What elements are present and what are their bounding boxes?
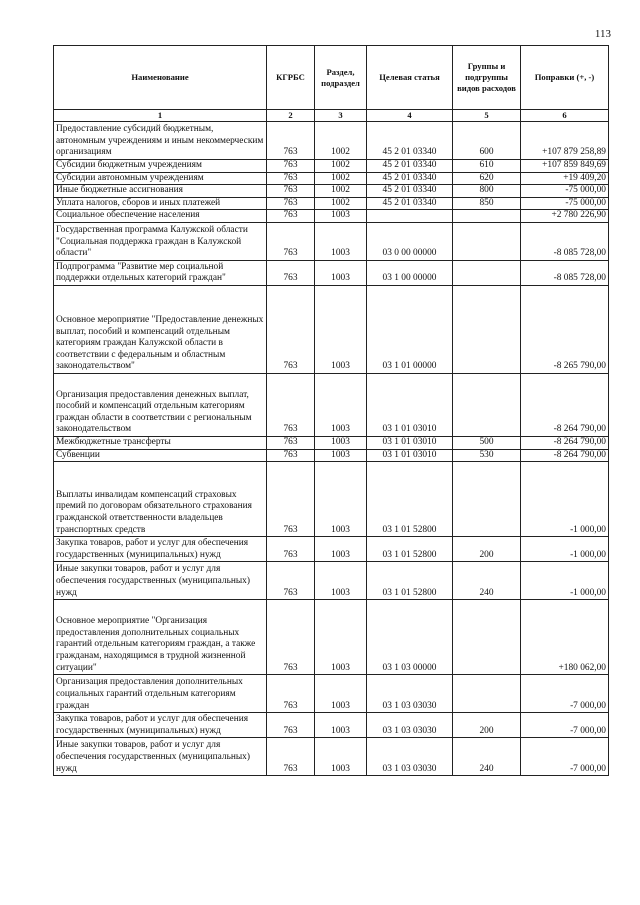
row-target: 03 1 00 00000 — [367, 260, 453, 285]
row-target: 45 2 01 03340 — [367, 172, 453, 185]
row-target: 03 1 03 03030 — [367, 713, 453, 738]
row-kgrbs: 763 — [267, 172, 315, 185]
row-kgrbs: 763 — [267, 600, 315, 675]
table-body — [54, 122, 609, 776]
row-section: 1002 — [315, 160, 367, 173]
table-row — [54, 160, 609, 173]
row-kgrbs: 763 — [267, 537, 315, 562]
row-name: Подпрограмма "Развитие мер социальной поддержки отдельных категорий граждан" — [54, 260, 267, 285]
row-kgrbs: 763 — [267, 462, 315, 537]
row-amount: -75 000,00 — [521, 185, 609, 198]
row-name: Организация предоставления дополнительных социальных гарантий отдельным категориям граждан — [54, 675, 267, 713]
row-name: Предоставление субсидий бюджетным, автономным учреждениям и иным некоммерческим организациям — [54, 122, 267, 160]
row-target: 45 2 01 03340 — [367, 160, 453, 173]
header-target: Целевая статья — [367, 46, 453, 110]
row-target: 03 1 01 03010 — [367, 449, 453, 462]
row-kgrbs: 763 — [267, 738, 315, 776]
row-section: 1003 — [315, 436, 367, 449]
table-row — [54, 675, 609, 713]
page-number: 113 — [594, 28, 611, 40]
header-group: Группы и подгруппы видов расходов — [453, 46, 521, 110]
row-kgrbs: 763 — [267, 373, 315, 436]
row-amount: +19 409,20 — [521, 172, 609, 185]
header-name: Наименование — [54, 46, 267, 110]
row-target: 45 2 01 03340 — [367, 197, 453, 210]
row-group — [453, 222, 521, 260]
row-section: 1003 — [315, 713, 367, 738]
row-name: Субсидии бюджетным учреждениям — [54, 160, 267, 173]
row-group: 200 — [453, 713, 521, 738]
table-row — [54, 122, 609, 160]
table-row — [54, 222, 609, 260]
row-section: 1003 — [315, 600, 367, 675]
row-amount: +2 780 226,90 — [521, 210, 609, 223]
row-name: Субвенции — [54, 449, 267, 462]
row-kgrbs: 763 — [267, 210, 315, 223]
row-group — [453, 210, 521, 223]
row-name: Иные бюджетные ассигнования — [54, 185, 267, 198]
table-row — [54, 449, 609, 462]
row-kgrbs: 763 — [267, 436, 315, 449]
row-amount: +180 062,00 — [521, 600, 609, 675]
row-target: 03 1 01 52800 — [367, 562, 453, 600]
column-number: 6 — [521, 110, 609, 122]
row-name: Основное мероприятие "Предоставление денежных выплат, пособий и компенсаций отдельным категориям граждан Калужской области в соответствии с федеральным и областным законодательством" — [54, 285, 267, 373]
row-group: 200 — [453, 537, 521, 562]
row-target: 03 1 01 00000 — [367, 285, 453, 373]
row-group — [453, 373, 521, 436]
table-row — [54, 713, 609, 738]
table-row — [54, 537, 609, 562]
table-row — [54, 436, 609, 449]
row-group — [453, 260, 521, 285]
row-target: 45 2 01 03340 — [367, 122, 453, 160]
column-number: 5 — [453, 110, 521, 122]
row-group — [453, 462, 521, 537]
table-row — [54, 600, 609, 675]
row-amount: -7 000,00 — [521, 738, 609, 776]
row-kgrbs: 763 — [267, 675, 315, 713]
row-name: Уплата налогов, сборов и иных платежей — [54, 197, 267, 210]
row-section: 1003 — [315, 537, 367, 562]
row-amount: +107 859 849,69 — [521, 160, 609, 173]
row-name: Закупка товаров, работ и услуг для обеспечения государственных (муниципальных) нужд — [54, 537, 267, 562]
header-row — [54, 46, 609, 110]
table-row — [54, 373, 609, 436]
row-section: 1003 — [315, 738, 367, 776]
row-group — [453, 285, 521, 373]
row-section: 1003 — [315, 562, 367, 600]
row-name: Организация предоставления денежных выплат, пособий и компенсаций отдельным категориям граждан области в соответствии с региональным законодательством — [54, 373, 267, 436]
row-amount: -8 264 790,00 — [521, 449, 609, 462]
row-target: 03 1 01 03010 — [367, 436, 453, 449]
row-section: 1003 — [315, 222, 367, 260]
row-name: Закупка товаров, работ и услуг для обеспечения государственных (муниципальных) нужд — [54, 713, 267, 738]
row-target — [367, 210, 453, 223]
row-amount: -1 000,00 — [521, 462, 609, 537]
column-number: 3 — [315, 110, 367, 122]
row-name: Социальное обеспечение населения — [54, 210, 267, 223]
row-group: 530 — [453, 449, 521, 462]
row-kgrbs: 763 — [267, 185, 315, 198]
row-section: 1003 — [315, 285, 367, 373]
row-name: Иные закупки товаров, работ и услуг для обеспечения государственных (муниципальных) нужд — [54, 562, 267, 600]
row-target: 03 1 01 52800 — [367, 537, 453, 562]
row-target: 03 1 03 03030 — [367, 675, 453, 713]
row-group: 500 — [453, 436, 521, 449]
row-kgrbs: 763 — [267, 197, 315, 210]
table-row — [54, 285, 609, 373]
table-row — [54, 185, 609, 198]
row-name: Выплаты инвалидам компенсаций страховых премий по договорам обязательного страхования гражданской ответственности владельцев транспортных средств — [54, 462, 267, 537]
row-amount: -7 000,00 — [521, 675, 609, 713]
row-amount: -1 000,00 — [521, 562, 609, 600]
row-group — [453, 600, 521, 675]
table-row — [54, 197, 609, 210]
row-amount: -75 000,00 — [521, 197, 609, 210]
row-group: 240 — [453, 562, 521, 600]
row-group: 240 — [453, 738, 521, 776]
table-row — [54, 172, 609, 185]
row-amount: +107 879 258,89 — [521, 122, 609, 160]
row-name: Межбюджетные трансферты — [54, 436, 267, 449]
row-target: 03 1 03 03030 — [367, 738, 453, 776]
row-amount: -1 000,00 — [521, 537, 609, 562]
row-kgrbs: 763 — [267, 562, 315, 600]
row-target: 03 1 01 03010 — [367, 373, 453, 436]
row-section: 1002 — [315, 197, 367, 210]
header-amount: Поправки (+, -) — [521, 46, 609, 110]
row-group: 850 — [453, 197, 521, 210]
header-section: Раздел, подраздел — [315, 46, 367, 110]
row-section: 1003 — [315, 260, 367, 285]
row-target: 03 0 00 00000 — [367, 222, 453, 260]
row-kgrbs: 763 — [267, 449, 315, 462]
row-amount: -8 264 790,00 — [521, 436, 609, 449]
row-target: 45 2 01 03340 — [367, 185, 453, 198]
table-row — [54, 738, 609, 776]
budget-table — [53, 45, 609, 776]
row-kgrbs: 763 — [267, 222, 315, 260]
row-section: 1003 — [315, 373, 367, 436]
row-section: 1003 — [315, 210, 367, 223]
table-row — [54, 562, 609, 600]
table-row — [54, 462, 609, 537]
table-row — [54, 210, 609, 223]
row-section: 1003 — [315, 449, 367, 462]
table-row — [54, 260, 609, 285]
row-name: Субсидии автономным учреждениям — [54, 172, 267, 185]
row-amount: -7 000,00 — [521, 713, 609, 738]
row-kgrbs: 763 — [267, 713, 315, 738]
row-section: 1002 — [315, 185, 367, 198]
row-group — [453, 675, 521, 713]
column-number: 1 — [54, 110, 267, 122]
row-kgrbs: 763 — [267, 260, 315, 285]
row-group: 620 — [453, 172, 521, 185]
row-group: 600 — [453, 122, 521, 160]
row-section: 1002 — [315, 172, 367, 185]
row-name: Иные закупки товаров, работ и услуг для обеспечения государственных (муниципальных) нужд — [54, 738, 267, 776]
column-number: 4 — [367, 110, 453, 122]
column-number: 2 — [267, 110, 315, 122]
row-group: 610 — [453, 160, 521, 173]
row-target: 03 1 01 52800 — [367, 462, 453, 537]
row-amount: -8 265 790,00 — [521, 285, 609, 373]
row-kgrbs: 763 — [267, 285, 315, 373]
row-name: Государственная программа Калужской области "Социальная поддержка граждан в Калужской области" — [54, 222, 267, 260]
row-section: 1002 — [315, 122, 367, 160]
row-section: 1003 — [315, 462, 367, 537]
row-section: 1003 — [315, 675, 367, 713]
column-number-row — [54, 110, 609, 122]
row-name: Основное мероприятие "Организация предоставления дополнительных социальных гарантий отдельным категориям граждан, а также гражданам, находящимся в трудной жизненной ситуации" — [54, 600, 267, 675]
header-kgrbs: КГРБС — [267, 46, 315, 110]
row-amount: -8 085 728,00 — [521, 260, 609, 285]
row-group: 800 — [453, 185, 521, 198]
row-amount: -8 085 728,00 — [521, 222, 609, 260]
row-target: 03 1 03 00000 — [367, 600, 453, 675]
row-kgrbs: 763 — [267, 160, 315, 173]
row-amount: -8 264 790,00 — [521, 373, 609, 436]
row-kgrbs: 763 — [267, 122, 315, 160]
